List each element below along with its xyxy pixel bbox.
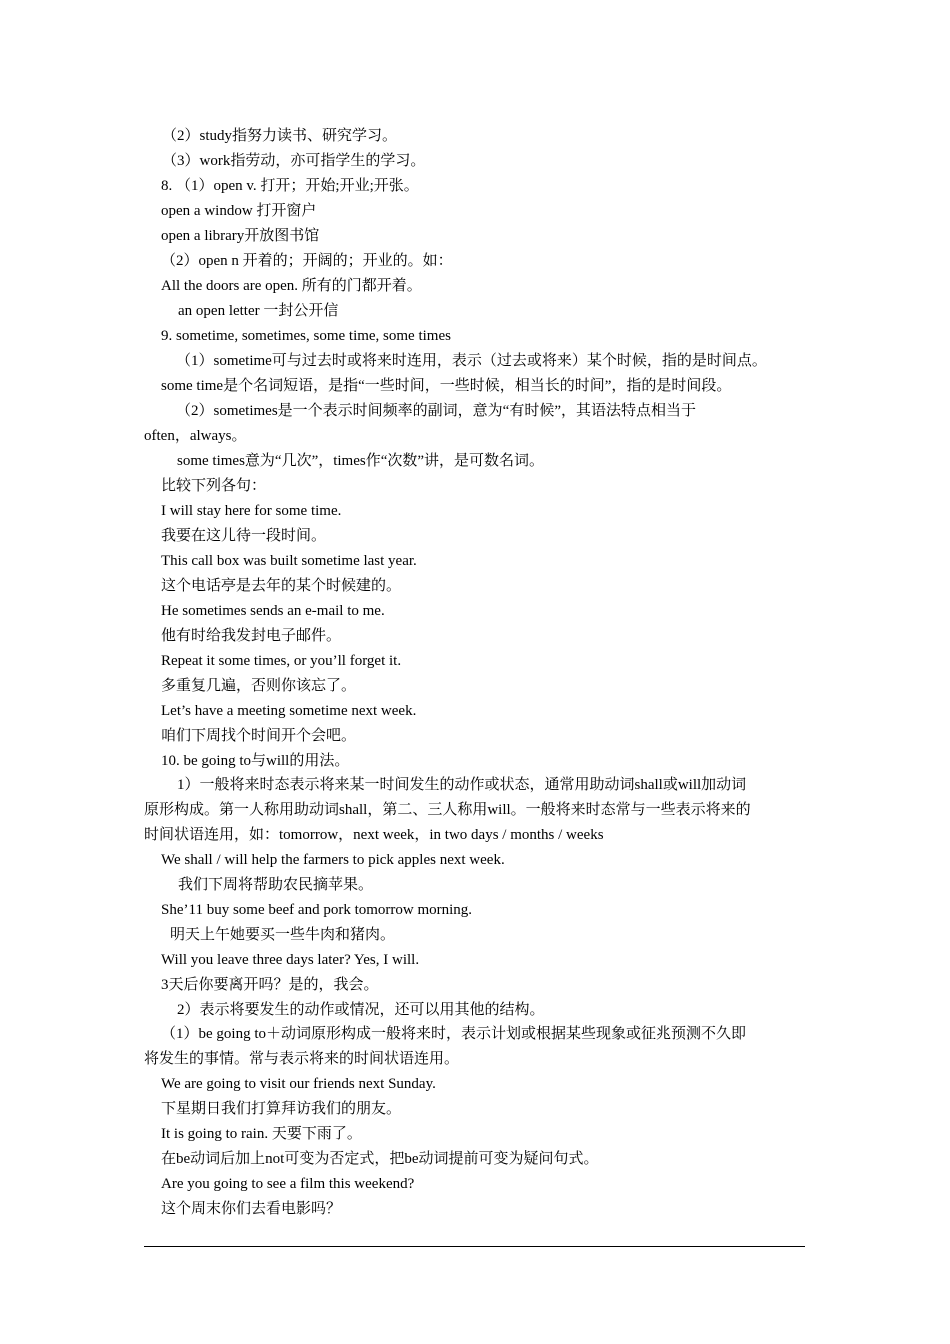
text-line: often，always。 <box>144 428 247 444</box>
text-line: some times意为“几次”，times作“次数”讲，是可数名词。 <box>177 453 545 469</box>
text-line: We are going to visit our friends next Sunday. <box>161 1076 436 1092</box>
text-line: This call box was built sometime last year. <box>161 553 417 569</box>
text-line: 原形构成。第一人称用助动词shall，第二、三人称用will。一般将来时态常与一些表示将来的 <box>144 802 751 818</box>
text-line: some time是个名词短语，是指“一些时间，一些时候，相当长的时间”，指的是时间段。 <box>161 378 732 394</box>
text-line: （1）be going to＋动词原形构成一般将来时，表示计划或根据某些现象或征兆预测不久即 <box>161 1026 746 1042</box>
text-line: Let’s have a meeting sometime next week. <box>161 703 417 719</box>
text-line: 在be动词后加上not可变为否定式，把be动词提前可变为疑问句式。 <box>161 1151 599 1167</box>
text-line: 10. be going to与will的用法。 <box>161 753 350 769</box>
text-line: He sometimes sends an e-mail to me. <box>161 603 385 619</box>
footer-divider <box>144 1246 805 1247</box>
text-line: 咱们下周找个时间开个会吧。 <box>161 728 357 744</box>
text-line: 这个周末你们去看电影吗？ <box>161 1201 342 1217</box>
text-line: 明天上午她要买一些牛肉和猪肉。 <box>170 927 396 943</box>
text-line: Are you going to see a film this weekend? <box>161 1176 415 1192</box>
text-line: （1）sometime可与过去时或将来时连用，表示（过去或将来）某个时候，指的是时间点。 <box>176 353 767 369</box>
text-line: We shall / will help the farmers to pick apples next week. <box>161 852 505 868</box>
text-line: （3）work指劳动，亦可指学生的学习。 <box>162 153 426 169</box>
text-line: I will stay here for some time. <box>161 503 342 519</box>
text-line: 比较下列各句： <box>161 478 267 494</box>
text-line: （2）open n 开着的；开阔的；开业的。如： <box>161 253 453 269</box>
text-line: open a library开放图书馆 <box>161 228 320 244</box>
text-line: 时间状语连用，如：tomorrow，next week，in two days / months / weeks <box>144 827 604 843</box>
text-line: 这个电话亭是去年的某个时候建的。 <box>161 578 402 594</box>
text-line: She’11 buy some beef and pork tomorrow morning. <box>161 902 473 918</box>
text-line: 我们下周将帮助农民摘苹果。 <box>178 877 374 893</box>
text-line: Will you leave three days later? Yes, I will. <box>161 952 420 968</box>
text-line: （2）sometimes是一个表示时间频率的副词，意为“有时候”，其语法特点相当于 <box>176 403 696 419</box>
text-line: 下星期日我们打算拜访我们的朋友。 <box>161 1101 402 1117</box>
text-line: Repeat it some times, or you’ll forget it. <box>161 653 402 669</box>
text-line: 将发生的事情。常与表示将来的时间状语连用。 <box>144 1051 460 1067</box>
text-line: 9. sometime, sometimes, some time, some times <box>161 328 451 344</box>
text-line: 1）一般将来时态表示将来某一时间发生的动作或状态，通常用助动词shall或will加动词 <box>177 777 747 793</box>
text-line: an open letter 一封公开信 <box>178 303 339 319</box>
text-line: （2）study指努力读书、研究学习。 <box>162 128 398 144</box>
text-line: 3天后你要离开吗？是的，我会。 <box>161 977 379 993</box>
text-line: 8. （1）open v. 打开；开始;开业;开张。 <box>161 178 419 194</box>
text-line: 2）表示将要发生的动作或情况，还可以用其他的结构。 <box>177 1002 545 1018</box>
text-line: open a window 打开窗户 <box>161 203 317 219</box>
text-line: 我要在这儿待一段时间。 <box>161 528 327 544</box>
text-line: 他有时给我发封电子邮件。 <box>161 628 342 644</box>
text-line: All the doors are open. 所有的门都开着。 <box>161 278 422 294</box>
text-line: It is going to rain. 天要下雨了。 <box>161 1126 362 1142</box>
text-line: 多重复几遍，否则你该忘了。 <box>161 678 357 694</box>
